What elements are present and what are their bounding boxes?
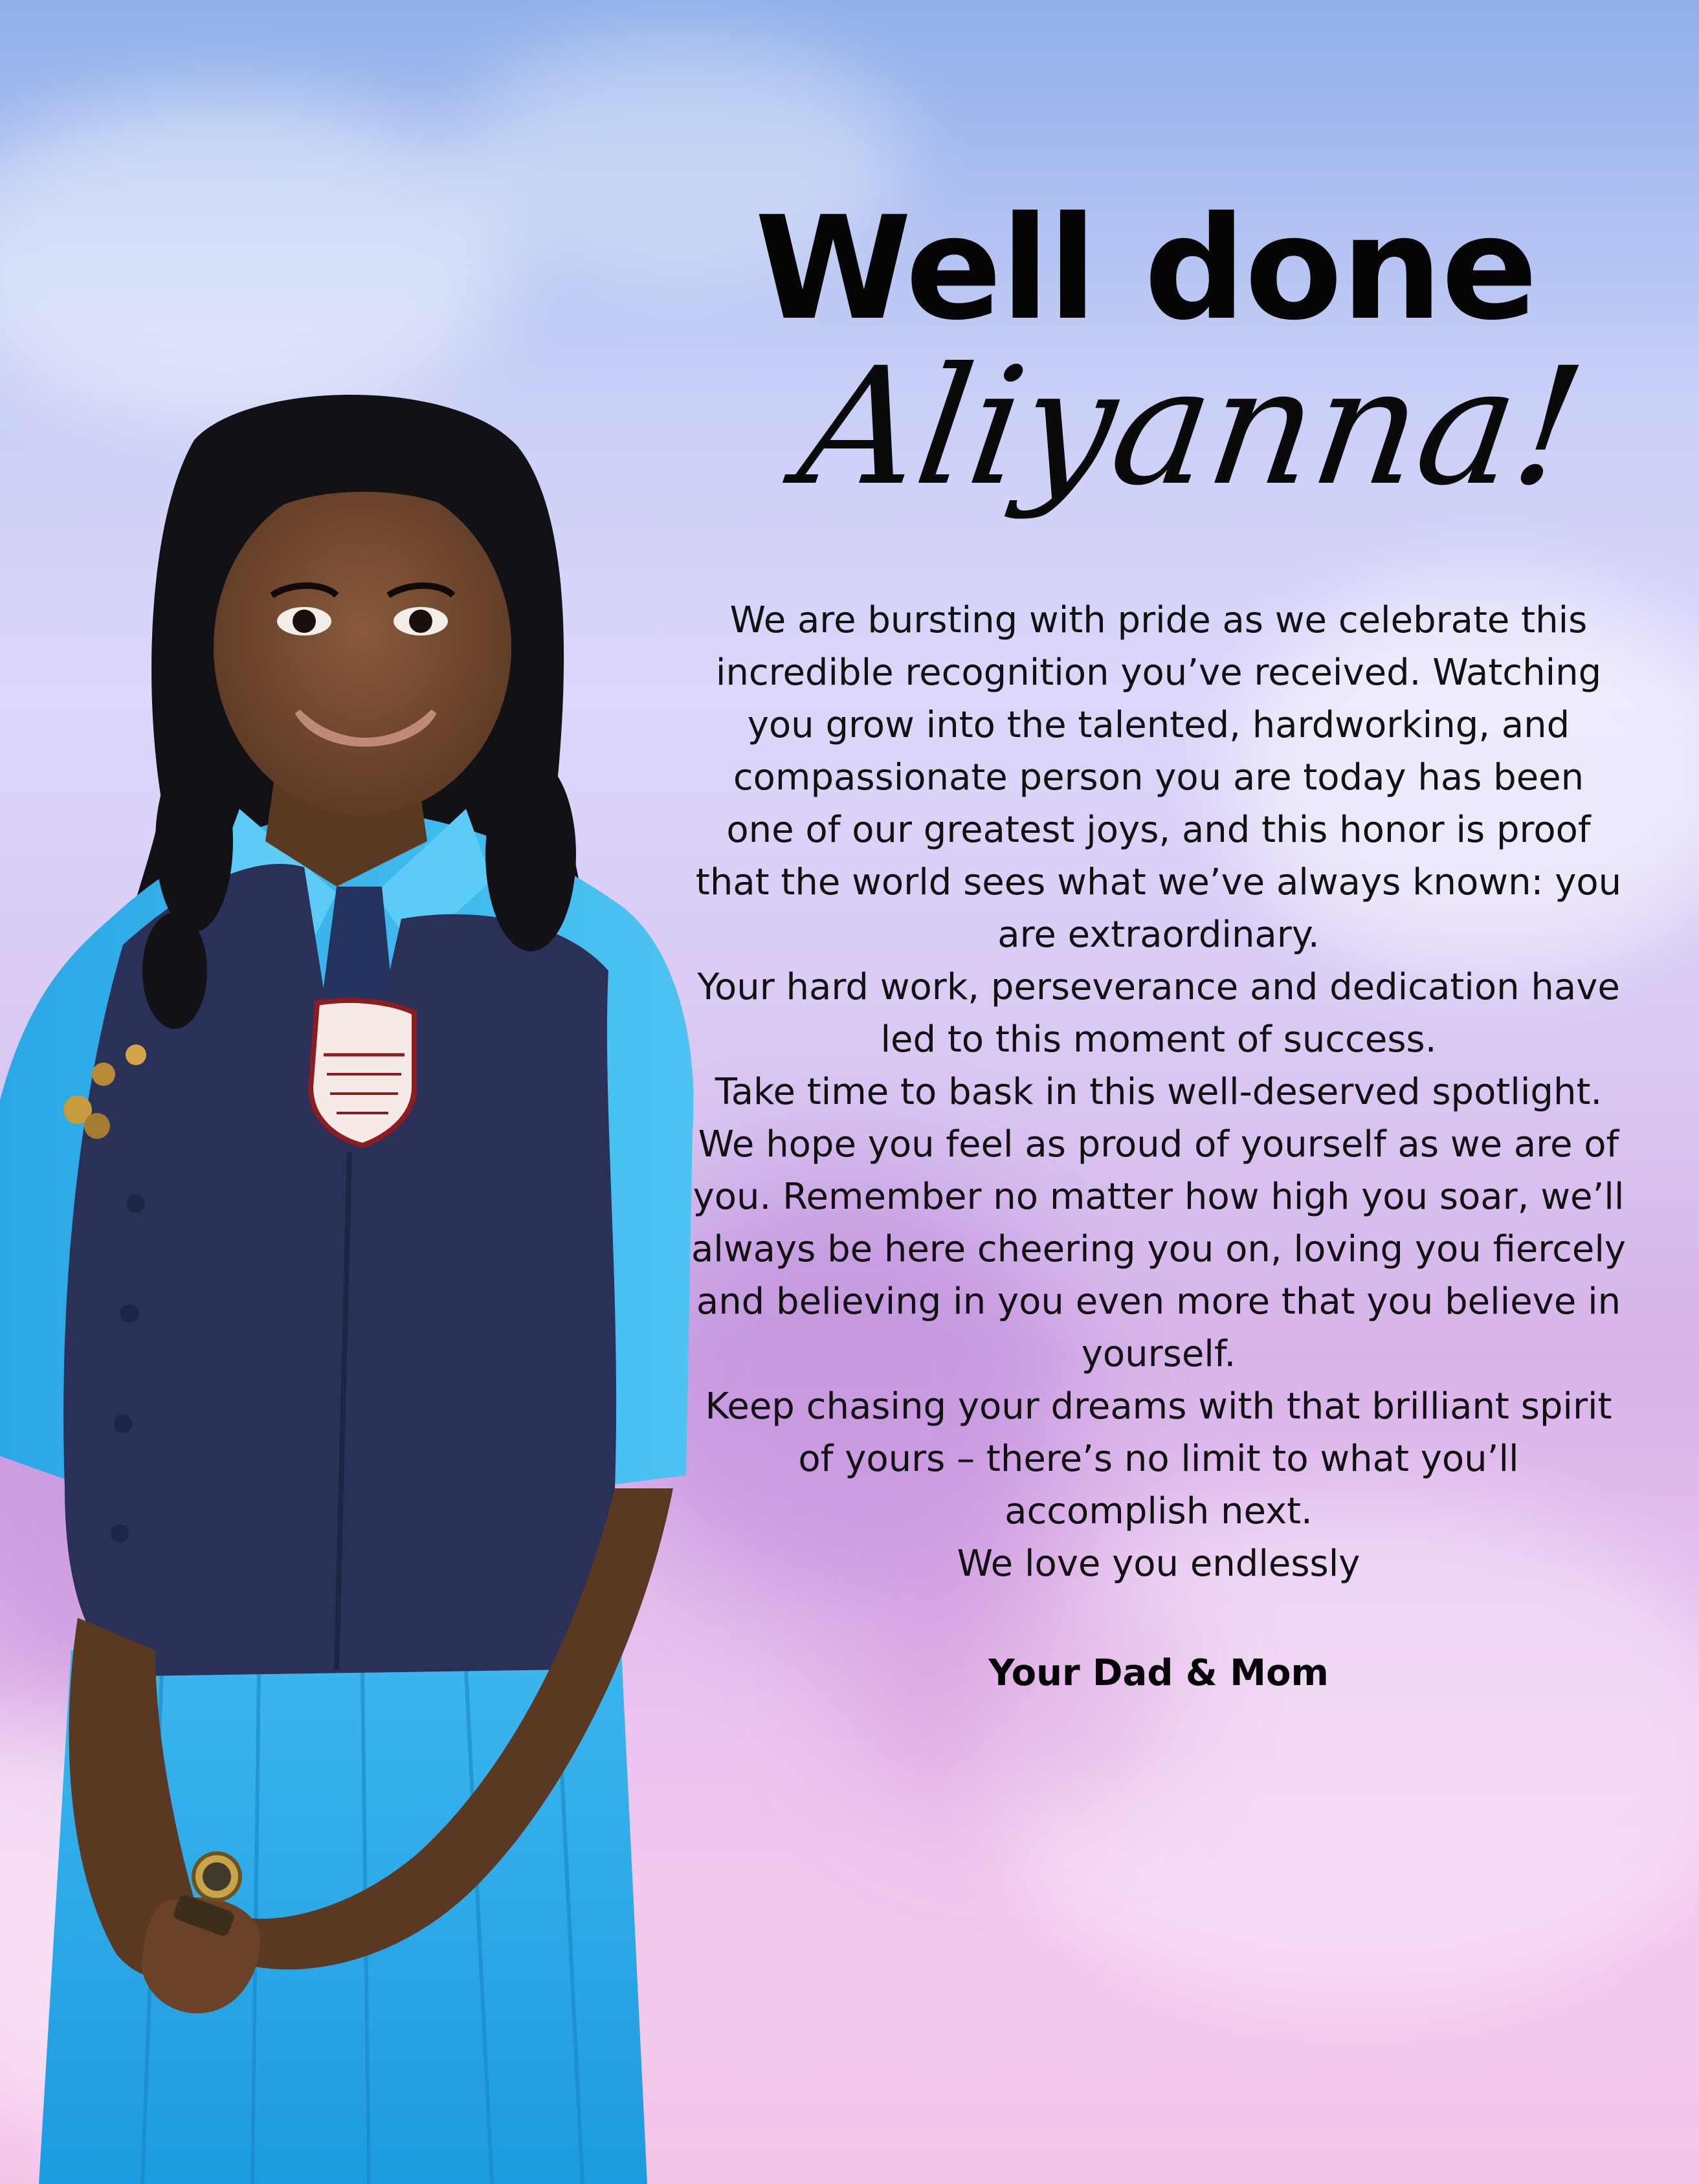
message-line: Your hard work, perseverance and dedication have xyxy=(697,966,1620,1008)
message-line: accomplish next. xyxy=(1005,1490,1313,1532)
prefect-badge xyxy=(311,1000,414,1145)
message-line: We hope you feel as proud of yourself as we are of xyxy=(698,1123,1619,1165)
message-line: led to this moment of success. xyxy=(880,1019,1437,1061)
message-line: Keep chasing your dreams with that brilliant spirit xyxy=(705,1385,1612,1428)
recipient-name: Aliyanna! xyxy=(789,333,1594,521)
congratulations-message xyxy=(686,594,1631,1590)
message-line: compassionate person you are today has been xyxy=(733,756,1584,799)
message-line: We love you endlessly xyxy=(957,1543,1360,1585)
message-line: that the world sees what we’ve always known: you xyxy=(695,861,1622,903)
message-line: of yours – there’s no limit to what you’ll xyxy=(798,1438,1519,1480)
student-portrait xyxy=(0,388,718,2184)
message-line: are extraordinary. xyxy=(997,914,1320,956)
message-line: you. Remember no matter how high you soar, we’ll xyxy=(693,1176,1625,1218)
headline-title: Well done xyxy=(755,186,1537,351)
message-line: Take time to bask in this well-deserved spotlight. xyxy=(715,1071,1603,1113)
message-line: and believing in you even more that you believe in xyxy=(696,1281,1621,1323)
message-line: one of our greatest joys, and this honor is proof xyxy=(726,809,1591,851)
message-line: you grow into the talented, hardworking, and xyxy=(747,704,1570,746)
message-line: always be here cheering you on, loving you fiercely xyxy=(691,1228,1627,1270)
message-line: We are bursting with pride as we celebrate this xyxy=(729,599,1588,641)
background-cloud xyxy=(0,97,518,421)
message-line: yourself. xyxy=(1081,1333,1236,1375)
face xyxy=(214,479,511,815)
signature: Your Dad & Mom xyxy=(988,1652,1329,1694)
message-line: incredible recognition you’ve received. Watching xyxy=(715,652,1602,694)
